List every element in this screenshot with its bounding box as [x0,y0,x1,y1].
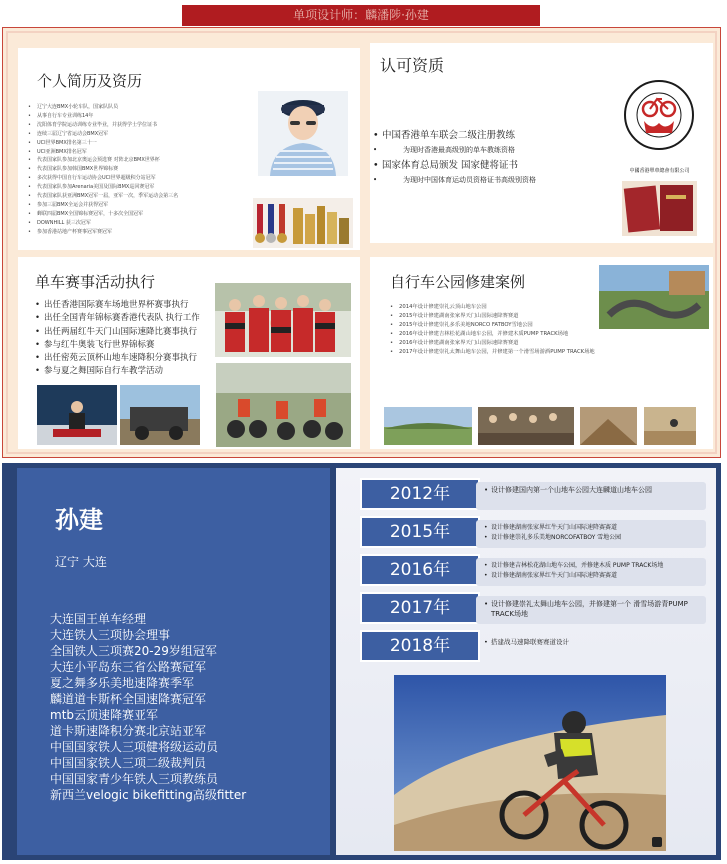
park-photo-4 [644,407,696,445]
list-item: • 沈阳体育学院运动训练专业毕业，并获得学士学位证书 [28,121,268,130]
year-label: 2015年 [360,516,480,548]
list-item: • UCI世界BMX排名第三十一 [28,139,268,148]
list-item: • UCI亚洲BMX排名冠军 [28,148,268,157]
year-label: 2012年 [360,478,480,510]
list-item: 大连铁人三项协会理事 [50,628,171,642]
list-item: 大连国王单车经理 [50,612,147,626]
list-item: • 出任密苑云顶杯山地车速降积分赛事执行 [35,352,220,365]
trophies-photo [253,198,353,248]
bio-titles-list [50,611,246,803]
list-item: • 辽宁大连BMX小轮车队，国家队队员 [28,103,268,112]
profile-card [18,48,360,250]
year-description [476,634,706,662]
list-item: • 2017年设计修建崇礼太舞山地车公园，并修建第一个滑雪场游酒PUMP TRACK场地 [390,348,635,357]
list-item: • 设计修建国内第一个山地车公园大连麟道山地车公园 [484,485,698,495]
event-photo-2 [120,385,200,445]
list-item: 全国铁人三项赛20-29岁组冠军 [50,644,217,658]
list-item: 中国国家青少年铁人三项教练员 [50,772,219,786]
person-name: 孙建 [55,506,103,534]
certificates-photo [622,181,697,236]
list-item: • 为现时中国体育运动员资格证书高级别资格 [373,173,623,188]
park-photo-2 [478,407,574,445]
list-item: 大连小平岛东三省公路赛冠军 [50,660,207,674]
person-origin: 辽宁 大连 [55,555,107,569]
list-item: • 2015年设计修建崇礼多乐美地NORCO FATBOY雪地公园 [390,321,635,330]
list-item: 中国国家铁人三项二级裁判员 [50,756,207,770]
list-item: • 参加香港站地产杯赛事冠军赛冠军 [28,228,268,237]
list-item: • 设计修建崇礼太舞山地车公园，并修建第一个 滑雪场游青PUMP TRACK场地 [484,599,698,619]
park-photo-3 [580,407,637,445]
list-item: • 设计修建吉林松花湖山地车公园，并修建木质 PUMP TRACK场地 [484,561,698,571]
year-description [476,558,706,586]
timeline-column [336,468,716,855]
list-item: • 出任两届红牛天门山国际速降比赛事执行 [35,326,220,339]
list-item: • 代表国家队获亚洲BMX冠军一届，亚军一次，季军运动会第三名 [28,192,268,201]
bottom-panel [2,463,721,860]
timeline-row-2015 [336,516,716,548]
group-riders-photo [216,363,351,447]
events-title: 单车赛事活动执行 [35,273,156,291]
list-item: • 国家体育总局颁发 国家健将证书 [373,158,623,173]
year-description [476,482,706,510]
park-photo-1 [384,407,472,445]
year-label: 2016年 [360,554,480,586]
bio-column [17,468,330,855]
timeline-row-2012 [336,478,716,510]
team-photo [215,283,351,357]
portrait-photo [258,91,348,176]
pumptrack-photo [599,265,709,329]
list-item: • 出任香港国际赛车场地世界杯赛事执行 [35,299,220,312]
qualification-title: 认可资质 [380,56,445,75]
parks-card [370,257,713,449]
list-item: • 2015年设计修建湖南张家界天门山国际速降赛赛道 [390,312,635,321]
logo-caption: 中國香港單車總會有限公司 [629,168,690,174]
page-banner: 单项设计师：麟潘陟·孙建 [182,5,540,26]
list-item: • 蝉联四届BMX全国锦标赛冠军，十多次全国冠军 [28,210,268,219]
list-item: • DOWNHILL 获三次冠军 [28,219,268,228]
list-item: • 参与夏之舞国际自行车教学活动 [35,365,220,378]
timeline-row-2017 [336,592,716,624]
list-item: • 设计修建崇礼多乐美地NORCOFATBOY 雪地公园 [484,533,698,543]
list-item: • 设计修建湖南张家界红牛天门山国际速降赛赛道 [484,523,698,533]
parks-title: 自行车公园修建案例 [390,273,526,291]
events-list [35,299,220,379]
list-item: • 2014年设计修建崇礼云顶山地车公园 [390,303,635,312]
list-item: • 连续三届辽宁省运动会BMX冠军 [28,130,268,139]
list-item: • 参与红牛奥装飞行世界锦标赛 [35,339,220,352]
qualification-card [370,43,713,243]
profile-title: 个人简历及资历 [37,72,143,90]
list-item: • 为现时香港最高级别的单车教练资格 [373,143,623,158]
list-item: • 参加三届BMX全运会并获得冠军 [28,201,268,210]
list-item: 麟道道卡斯杯全国速降赛冠军 [50,692,207,706]
list-item: • 代表国家队参加韩国BMX世界锦标赛 [28,165,268,174]
list-item: 中国国家铁人三项健将级运动员 [50,740,219,754]
profile-list [28,103,268,237]
rider-action-photo [394,675,666,851]
list-item: • 2016年设计修建吉林松花湖山地车公园，并修建木质PUMP TRACK场地 [390,330,635,339]
list-item: • 从事自行车专业训练14年 [28,112,268,121]
year-description [476,520,706,548]
list-item: • 出任全国青年锦标赛香港代表队 执行工作 [35,312,220,325]
list-item: • 设计修建湖南张家界红牛天门山国际速降赛赛道 [484,571,698,581]
qualification-list [373,128,623,188]
events-card [18,257,360,449]
list-item: • 代表国家队参加Arenaria美国及国际BMX巡回赛冠军 [28,183,268,192]
list-item: 夏之舞多乐美地速降赛季军 [50,676,195,690]
timeline-row-2018 [336,630,716,662]
list-item: mtb云顶速降赛亚军 [50,708,159,722]
timeline-row-2016 [336,554,716,586]
year-description [476,596,706,624]
cycling-association-logo [622,65,697,175]
list-item: • 2016年设计修建湖南张家界天门山国际速降赛赛道 [390,339,635,348]
top-collage [2,27,721,458]
year-label: 2018年 [360,630,480,662]
list-item: • 多次获得中国自行车运动协会UCI世界超级积分站冠军 [28,174,268,183]
list-item: • 搭建战马速降联赛赛道设计 [484,637,698,647]
year-label: 2017年 [360,592,480,624]
list-item: 新西兰velogic bikefitting高级fitter [50,788,247,802]
event-photo-1 [37,385,117,445]
list-item: • 代表国家队参加北京奥运会预选赛 对阵北京BMX世界杯 [28,156,268,165]
list-item: • 中国香港单车联会二级注册教练 [373,128,623,143]
list-item: 道卡斯速降积分赛北京站亚军 [50,724,207,738]
